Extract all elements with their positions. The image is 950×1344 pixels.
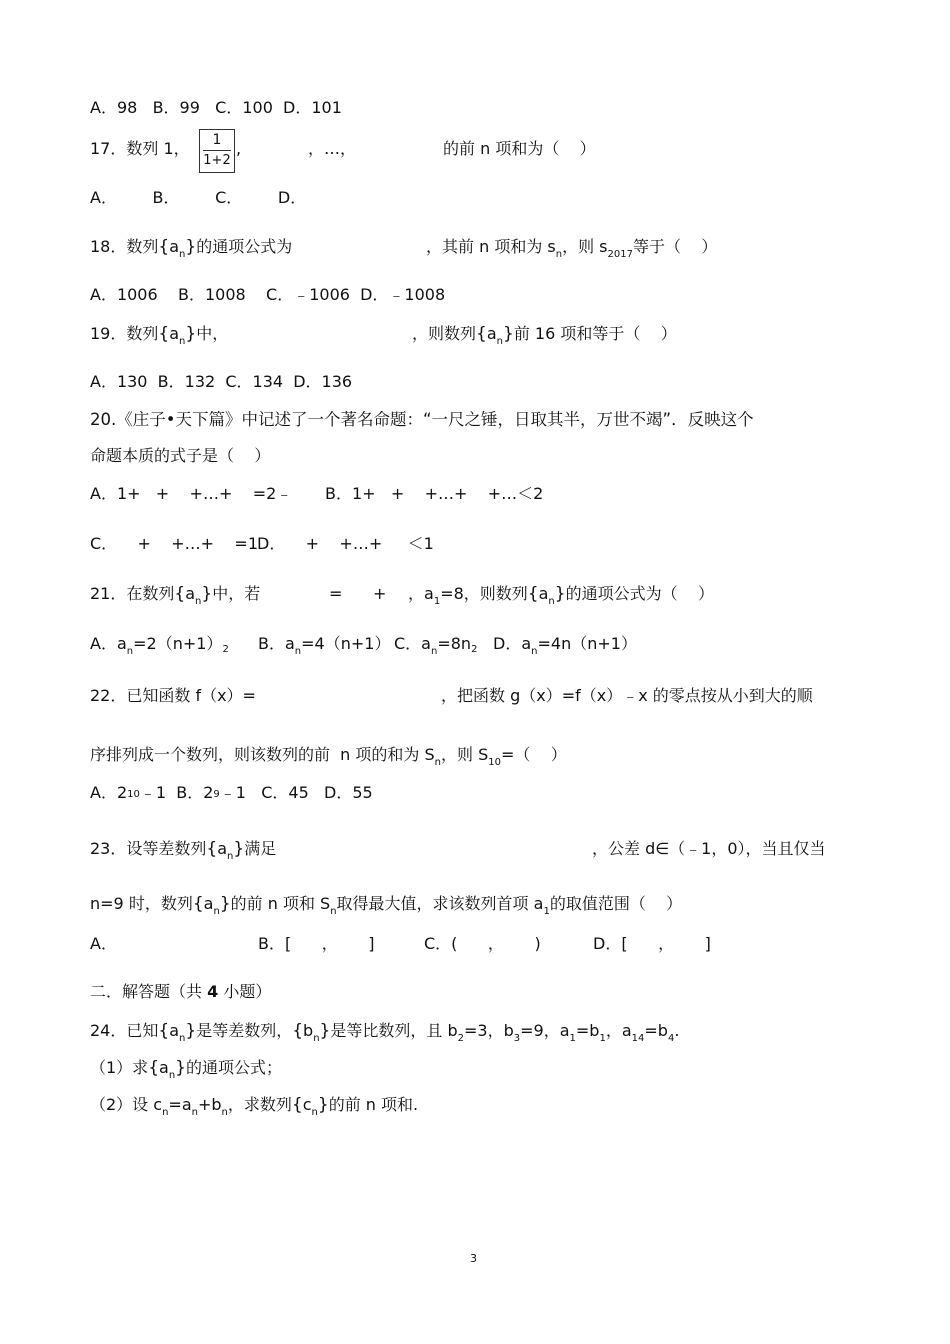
q19-stem: 19．数列$\{a_n\}$中， (90, 324, 229, 347)
q18-stem-cont: ，其前 n 项和为 $s_n$，则 $s_{2017}$等于（ ） (426, 237, 718, 260)
section-heading: 二．解答题（共 4 小题） (90, 982, 272, 1001)
q21-option-a: A．$a_n=2(n+1)2$ (90, 634, 229, 657)
q17-options: A． B． C． D． (90, 188, 307, 207)
q23-option-c: C．( ， ) (424, 934, 541, 953)
q23-option-b: B．[ ， ] (258, 934, 375, 953)
q20-option-b: B．1+ + +…+ +…＜2 (325, 484, 544, 503)
q23-option-d: D．[ ， ] (593, 934, 711, 953)
q21-equals: = (329, 584, 343, 603)
q21-option-b: B．$a_n=4(n+1)$ (258, 634, 391, 657)
q20-stem-line2: 命题本质的式子是（ ） (90, 446, 271, 465)
q20-option-c: C． + +…+ =1 (90, 534, 259, 553)
q22-stem: 22．已知函数 f（x）= (90, 686, 256, 705)
q22-stem-cont: ，把函数 g（x）=f（x）﹣x 的零点按从小到大的顺 (441, 686, 813, 705)
q20-stem-line1: 20.《庄子•天下篇》中记述了一个著名命题：“一尺之锤，日取其半，万世不竭”．反映这个 (90, 410, 754, 429)
q21-option-c: C．$a_n=8n2$ (394, 634, 478, 657)
q22-options: A．210﹣1 B．29﹣1 C．45 D．55 (90, 783, 373, 802)
q22-stem-line2: 序排列成一个数列，则该数列的前 n 项的和为 $S_n$，则 $S_{10}=$（ ） (90, 745, 567, 768)
q21-stem: 21．在数列$\{a_n\}$中，若 (90, 584, 261, 607)
q19-stem-cont: ，则数列$\{a_n\}$前 16 项和等于（ ） (412, 324, 677, 347)
q23-stem: 23．设等差数列$\{a_n\}$满足 (90, 839, 277, 862)
q21-option-d: D．$a_n=4n(n+1)$ (493, 634, 637, 657)
q19-options: A．130 B．132 C．134 D．136 (90, 372, 353, 391)
q20-option-d: D． + +…+ ＜1 (257, 534, 434, 553)
q21-plus: + (373, 584, 387, 603)
q24-stem: 24．已知$\{a_n\}$是等差数列，$\{b_n\}$是等比数列，且 $b_2=3$，$b_3=9$，$a_1=b_1$，$a_{14}=b_4$. (90, 1021, 680, 1044)
q18-options: A．1006 B．1008 C．﹣1006 D．﹣1008 (90, 285, 446, 304)
q17-ellipsis: ，…， (308, 139, 357, 158)
q23-stem-line2: n=9 时，数列$\{a_n\}$的前 n 项和 $S_n$取得最大值，求该数列首项 $a_1$的取值范围（ ） (90, 894, 683, 917)
q17-fraction (199, 129, 235, 173)
q17-fraction-denominator: 1+2 (203, 153, 231, 168)
q24-part1: （1）求$\{a_n\}$的通项公式； (90, 1058, 283, 1081)
q17-stem: 17．数列 1， (90, 139, 190, 158)
q18-stem: 18．数列$\{a_n\}$的通项公式为 (90, 237, 293, 260)
q17-fraction-numerator: 1 (203, 130, 231, 151)
q24-part2: （2）设 $c_n=a_n+b_n$，求数列$\{c_n\}$的前 n 项和. (90, 1095, 419, 1118)
q23-option-a: A． (90, 934, 117, 953)
q21-stem-cont: ，$a_1=8$，则数列$\{a_n\}$的通项公式为（ ） (408, 584, 714, 607)
q23-stem-cont: ，公差 d∈（﹣1，0），当且仅当 (592, 839, 826, 858)
q17-suffix: 的前 n 项和为（ ） (443, 139, 596, 158)
q20-option-a: A．1+ + +…+ =2﹣ (90, 484, 293, 503)
page-number: 3 (470, 1252, 477, 1265)
q17-comma: , (236, 139, 242, 158)
q16-options: A．98 B．99 C．100 D．101 (90, 98, 342, 117)
